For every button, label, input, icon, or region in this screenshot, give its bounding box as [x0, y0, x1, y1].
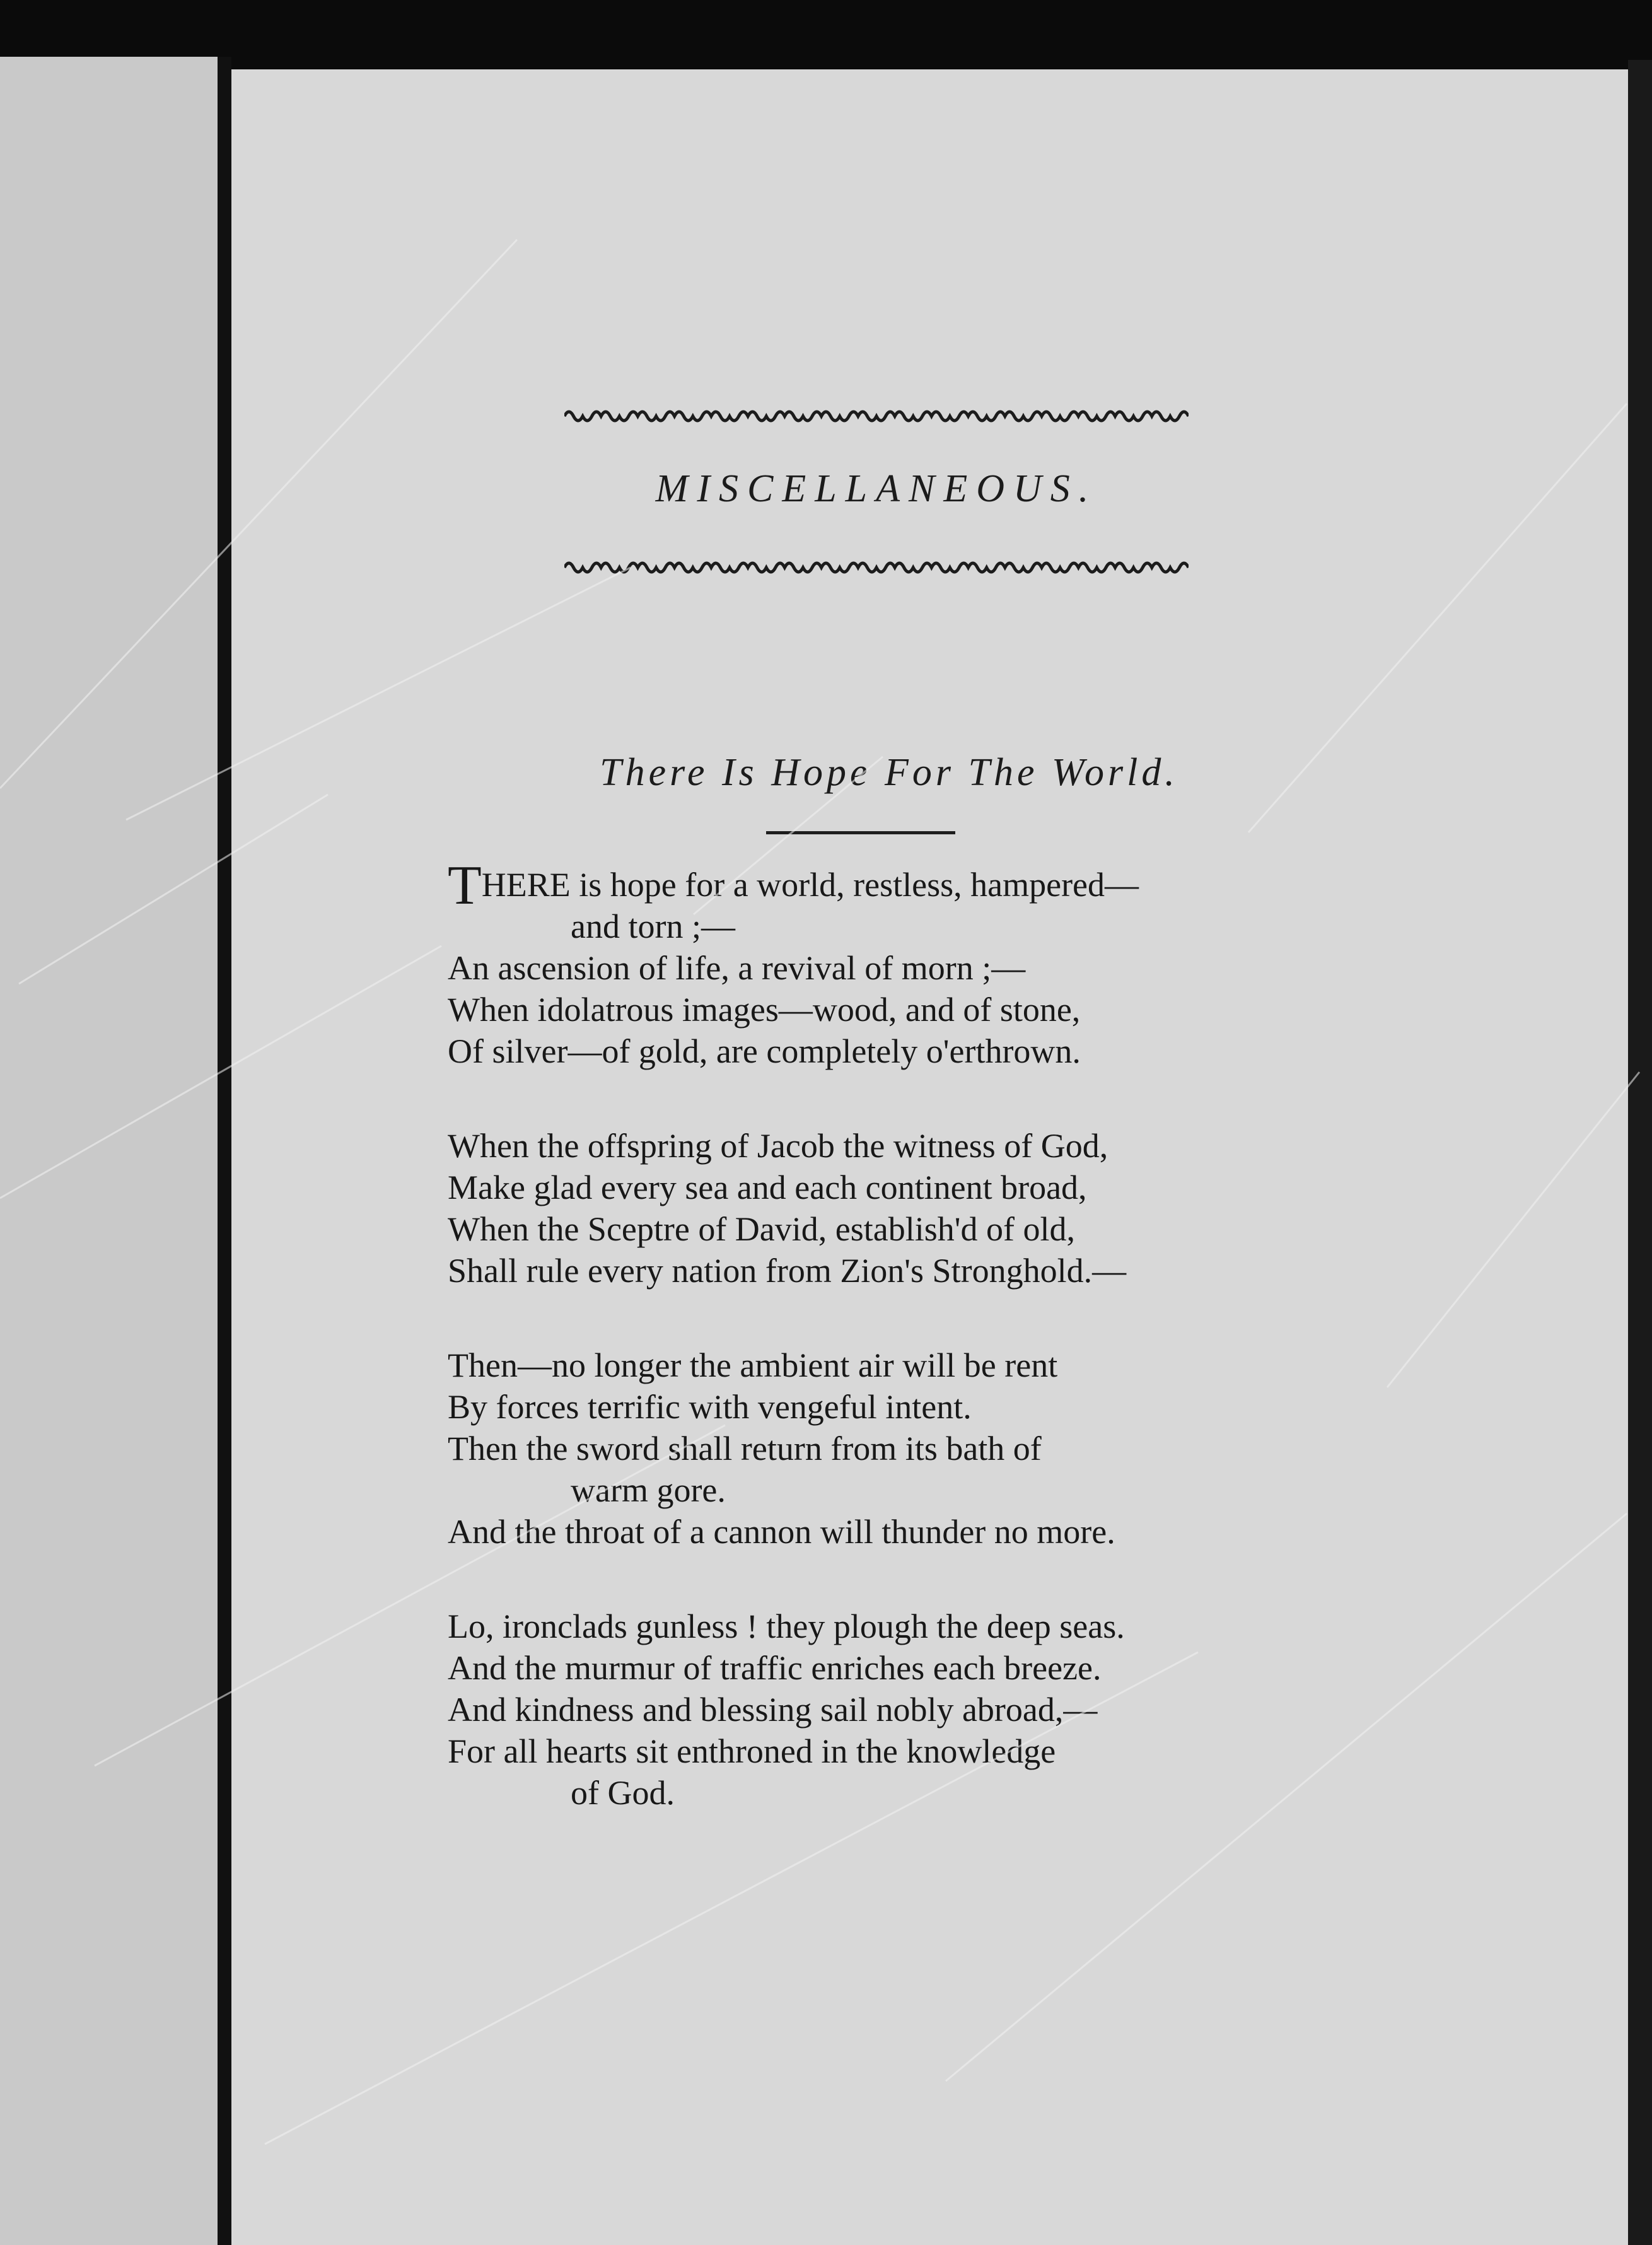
stanza — [448, 1125, 1261, 1292]
poem-line: warm gore. — [571, 1471, 726, 1509]
stanza — [448, 1606, 1261, 1814]
drop-cap: T — [448, 855, 482, 916]
poem-line: For all hearts sit enthroned in the knowledge — [448, 1732, 1056, 1770]
page-edge-shadow — [1628, 60, 1652, 2245]
poem-line: Of silver—of gold, are completely o'erthrown. — [448, 1032, 1081, 1070]
poem-title: There Is Hope For The World. — [600, 751, 1178, 794]
title-rule — [766, 831, 955, 834]
poem-line: Then the sword shall return from its bath of — [448, 1430, 1042, 1467]
wavy-ornament-bottom — [564, 555, 1189, 580]
poem-line: When the Sceptre of David, establish'd of old, — [448, 1210, 1075, 1248]
poem-line: An ascension of life, a revival of morn ;— — [448, 949, 1026, 987]
poem-line: Make glad every sea and each continent broad, — [448, 1169, 1087, 1206]
left-page-leaf — [0, 57, 218, 2245]
first-line-rest: is hope for a world, restless, hampered— — [570, 866, 1139, 904]
poem-line: And the murmur of traffic enriches each breeze. — [448, 1649, 1102, 1687]
poem-line: And kindness and blessing sail nobly abroad,— — [448, 1691, 1098, 1729]
poem-line: and torn ;— — [571, 907, 735, 945]
poem-line: Then—no longer the ambient air will be rent — [448, 1346, 1058, 1384]
poem-body — [448, 855, 1261, 1867]
book-gutter — [218, 57, 231, 2245]
first-word-smallcaps: HERE — [481, 866, 571, 904]
wavy-ornament-top — [564, 404, 1189, 429]
poem-line: When idolatrous images—wood, and of stone, — [448, 991, 1081, 1029]
poem-line: Shall rule every nation from Zion's Stronghold.— — [448, 1252, 1127, 1290]
poem-line: And the throat of a cannon will thunder no more. — [448, 1513, 1115, 1551]
poem-first-line — [448, 855, 1261, 916]
poem-line: of God. — [571, 1774, 675, 1812]
stanza — [448, 855, 1261, 1072]
stanza — [448, 1344, 1261, 1553]
poem-line: By forces terrific with vengeful intent. — [448, 1388, 972, 1426]
section-title: MISCELLANEOUS. — [655, 467, 1098, 510]
poem-line: Lo, ironclads gunless ! they plough the deep seas. — [448, 1607, 1125, 1645]
poem-line: When the offspring of Jacob the witness of God, — [448, 1127, 1108, 1165]
